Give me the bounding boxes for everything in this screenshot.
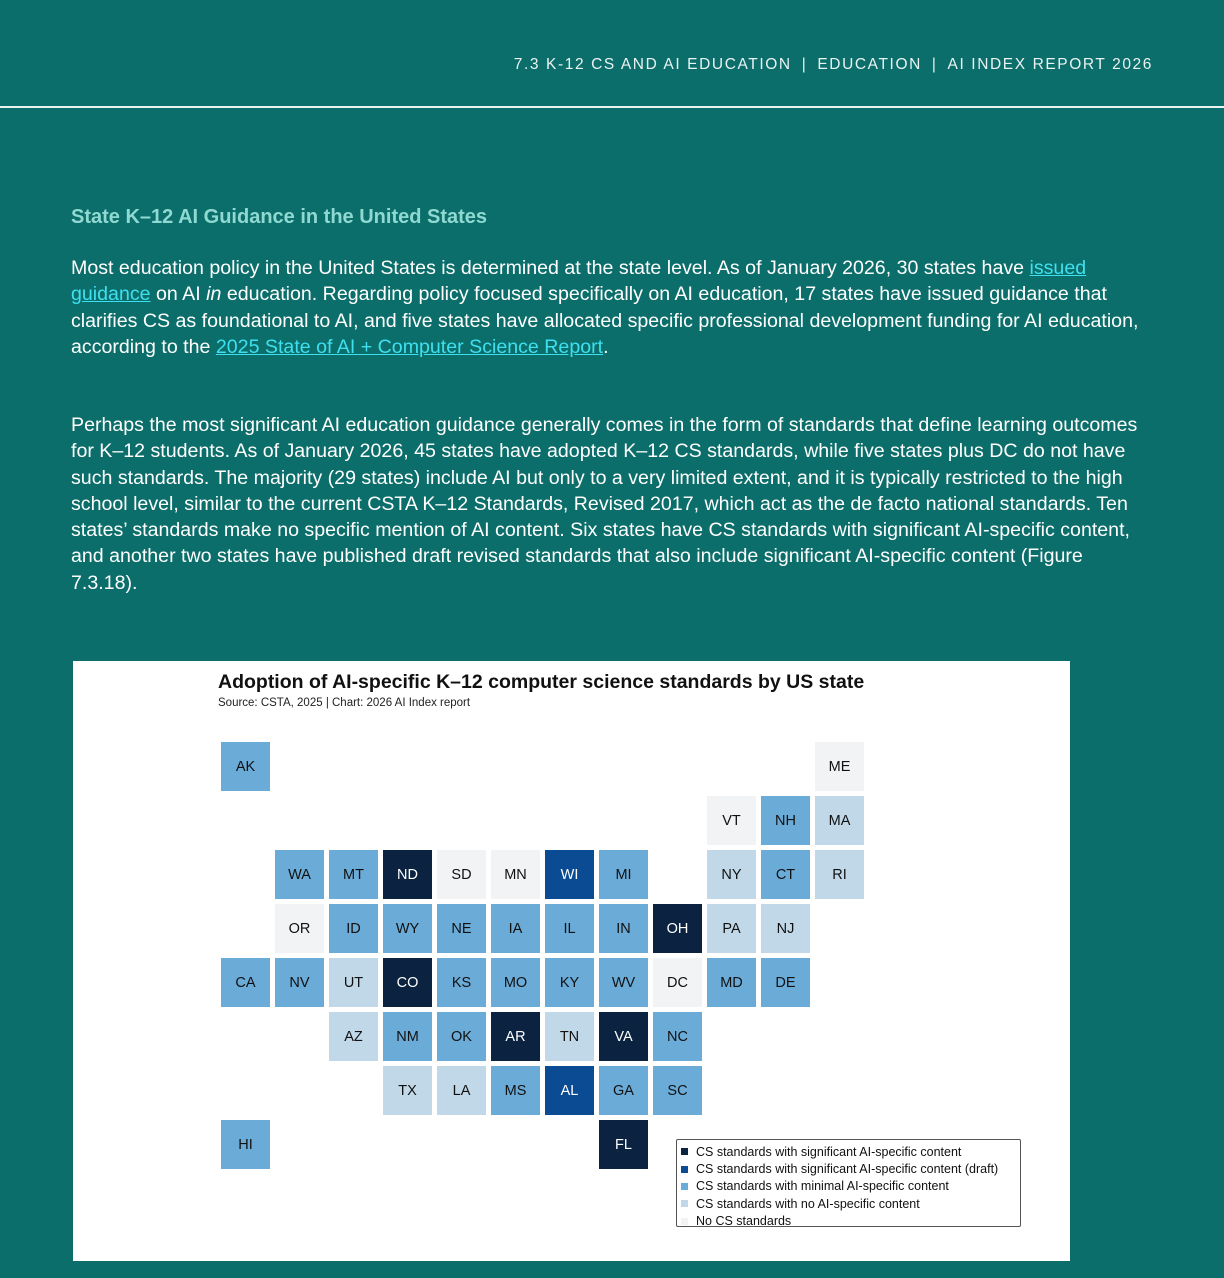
legend-label: CS standards with significant AI-specific content <box>696 1144 962 1159</box>
state-of-ai-cs-report-link[interactable]: 2025 State of AI + Computer Science Report <box>215 335 604 358</box>
state-tile-tn: TN <box>545 1012 594 1061</box>
legend-item-none <box>681 1195 1020 1212</box>
paragraph-text: education. Regarding policy focused specifically on AI education, 17 states have issued guidance that clarifies CS as foundational to AI, and five states have allocated specific professional development funding for AI education, according to the <box>71 283 1139 358</box>
state-tile-nj: NJ <box>761 904 810 953</box>
state-tile-ak: AK <box>221 742 270 791</box>
state-tile-de: DE <box>761 958 810 1007</box>
legend-label: No CS standards <box>696 1214 792 1229</box>
legend-item-significant <box>681 1143 1020 1160</box>
state-tile-sd: SD <box>437 850 486 899</box>
chart-card <box>73 661 1070 1261</box>
state-tile-ia: IA <box>491 904 540 953</box>
state-tile-ga: GA <box>599 1066 648 1115</box>
state-tile-or: OR <box>275 904 324 953</box>
state-tile-vt: VT <box>707 796 756 845</box>
state-tile-wv: WV <box>599 958 648 1007</box>
state-tile-nh: NH <box>761 796 810 845</box>
legend-label: CS standards with significant AI-specific content (draft) <box>696 1162 999 1177</box>
breadcrumb-chapter: EDUCATION <box>817 56 922 73</box>
breadcrumb-section: 7.3 K-12 CS AND AI EDUCATION <box>513 56 792 73</box>
state-tile-fl: FL <box>599 1120 648 1169</box>
state-tile-id: ID <box>329 904 378 953</box>
state-tile-dc: DC <box>653 958 702 1007</box>
legend-label: CS standards with no AI-specific content <box>696 1196 920 1211</box>
legend-swatch <box>681 1218 688 1225</box>
state-tile-nd: ND <box>383 850 432 899</box>
legend-label: CS standards with minimal AI-specific content <box>696 1179 949 1194</box>
state-tile-mo: MO <box>491 958 540 1007</box>
state-tile-pa: PA <box>707 904 756 953</box>
chart-title: Adoption of AI-specific K–12 computer science standards by US state <box>218 671 865 693</box>
state-tile-mn: MN <box>491 850 540 899</box>
state-tile-la: LA <box>437 1066 486 1115</box>
state-tile-ne: NE <box>437 904 486 953</box>
paragraph-text: on AI <box>150 283 207 306</box>
state-tile-oh: OH <box>653 904 702 953</box>
state-tile-nv: NV <box>275 958 324 1007</box>
state-tile-wy: WY <box>383 904 432 953</box>
legend-swatch <box>681 1148 688 1155</box>
section-title: State K–12 AI Guidance in the United States <box>71 206 488 228</box>
issued-guidance-link[interactable]: issued guidance <box>71 257 1087 306</box>
state-tile-tx: TX <box>383 1066 432 1115</box>
state-tile-il: IL <box>545 904 594 953</box>
state-tile-wa: WA <box>275 850 324 899</box>
chart-legend <box>676 1139 1021 1227</box>
header-bar <box>0 0 1224 108</box>
state-tile-ri: RI <box>815 850 864 899</box>
legend-swatch <box>681 1200 688 1207</box>
state-tile-hi: HI <box>221 1120 270 1169</box>
state-tile-va: VA <box>599 1012 648 1061</box>
state-tile-in: IN <box>599 904 648 953</box>
breadcrumb-report: AI INDEX REPORT 2026 <box>947 56 1153 73</box>
legend-item-significant-draft <box>681 1160 1020 1177</box>
legend-swatch <box>681 1166 688 1173</box>
legend-swatch <box>681 1183 688 1190</box>
state-tile-ma: MA <box>815 796 864 845</box>
breadcrumb <box>514 56 1153 74</box>
breadcrumb-separator: | <box>801 56 808 73</box>
chart-source: Source: CSTA, 2025 | Chart: 2026 AI Index report <box>218 697 471 709</box>
state-tile-ky: KY <box>545 958 594 1007</box>
state-tile-nc: NC <box>653 1012 702 1061</box>
paragraph-text: . <box>603 335 609 358</box>
state-tile-al: AL <box>545 1066 594 1115</box>
state-tile-ca: CA <box>221 958 270 1007</box>
state-tile-mt: MT <box>329 850 378 899</box>
legend-item-minimal <box>681 1178 1020 1195</box>
state-tile-wi: WI <box>545 850 594 899</box>
breadcrumb-separator: | <box>931 56 938 73</box>
state-tile-ok: OK <box>437 1012 486 1061</box>
state-tile-az: AZ <box>329 1012 378 1061</box>
paragraph-text: Most education policy in the United States is determined at the state level. As of January 2026, 30 states have <box>71 257 1030 279</box>
state-tile-ar: AR <box>491 1012 540 1061</box>
state-tile-ut: UT <box>329 958 378 1007</box>
state-tile-co: CO <box>383 958 432 1007</box>
state-tile-mi: MI <box>599 850 648 899</box>
paragraph-guidance <box>71 255 1151 360</box>
state-tile-ny: NY <box>707 850 756 899</box>
legend-item-no-standards <box>681 1213 1020 1230</box>
state-tile-ms: MS <box>491 1066 540 1115</box>
state-tile-md: MD <box>707 958 756 1007</box>
state-tile-me: ME <box>815 742 864 791</box>
emphasis-text: in <box>206 283 222 306</box>
state-tile-nm: NM <box>383 1012 432 1061</box>
state-tile-ct: CT <box>761 850 810 899</box>
state-tile-sc: SC <box>653 1066 702 1115</box>
state-tile-ks: KS <box>437 958 486 1007</box>
paragraph-standards: Perhaps the most significant AI education guidance generally comes in the form of standards that define learning outcomes for K–12 students. As of January 2026, 45 states have adopted K–12 CS standards, while five states plus DC do not have such standards. The majority (29 states) include AI but only to a very limited extent, and it is typically restricted to the high school level, similar to the current CSTA K–12 Standards, Revised 2017, which act as the de facto national standards. Ten states’ standards make no specific mention of AI content. Six states have CS standards with significant AI-specific content, and another two states have published draft revised standards that also include significant AI-specific content (Figure 7.3.18). <box>71 414 1138 594</box>
